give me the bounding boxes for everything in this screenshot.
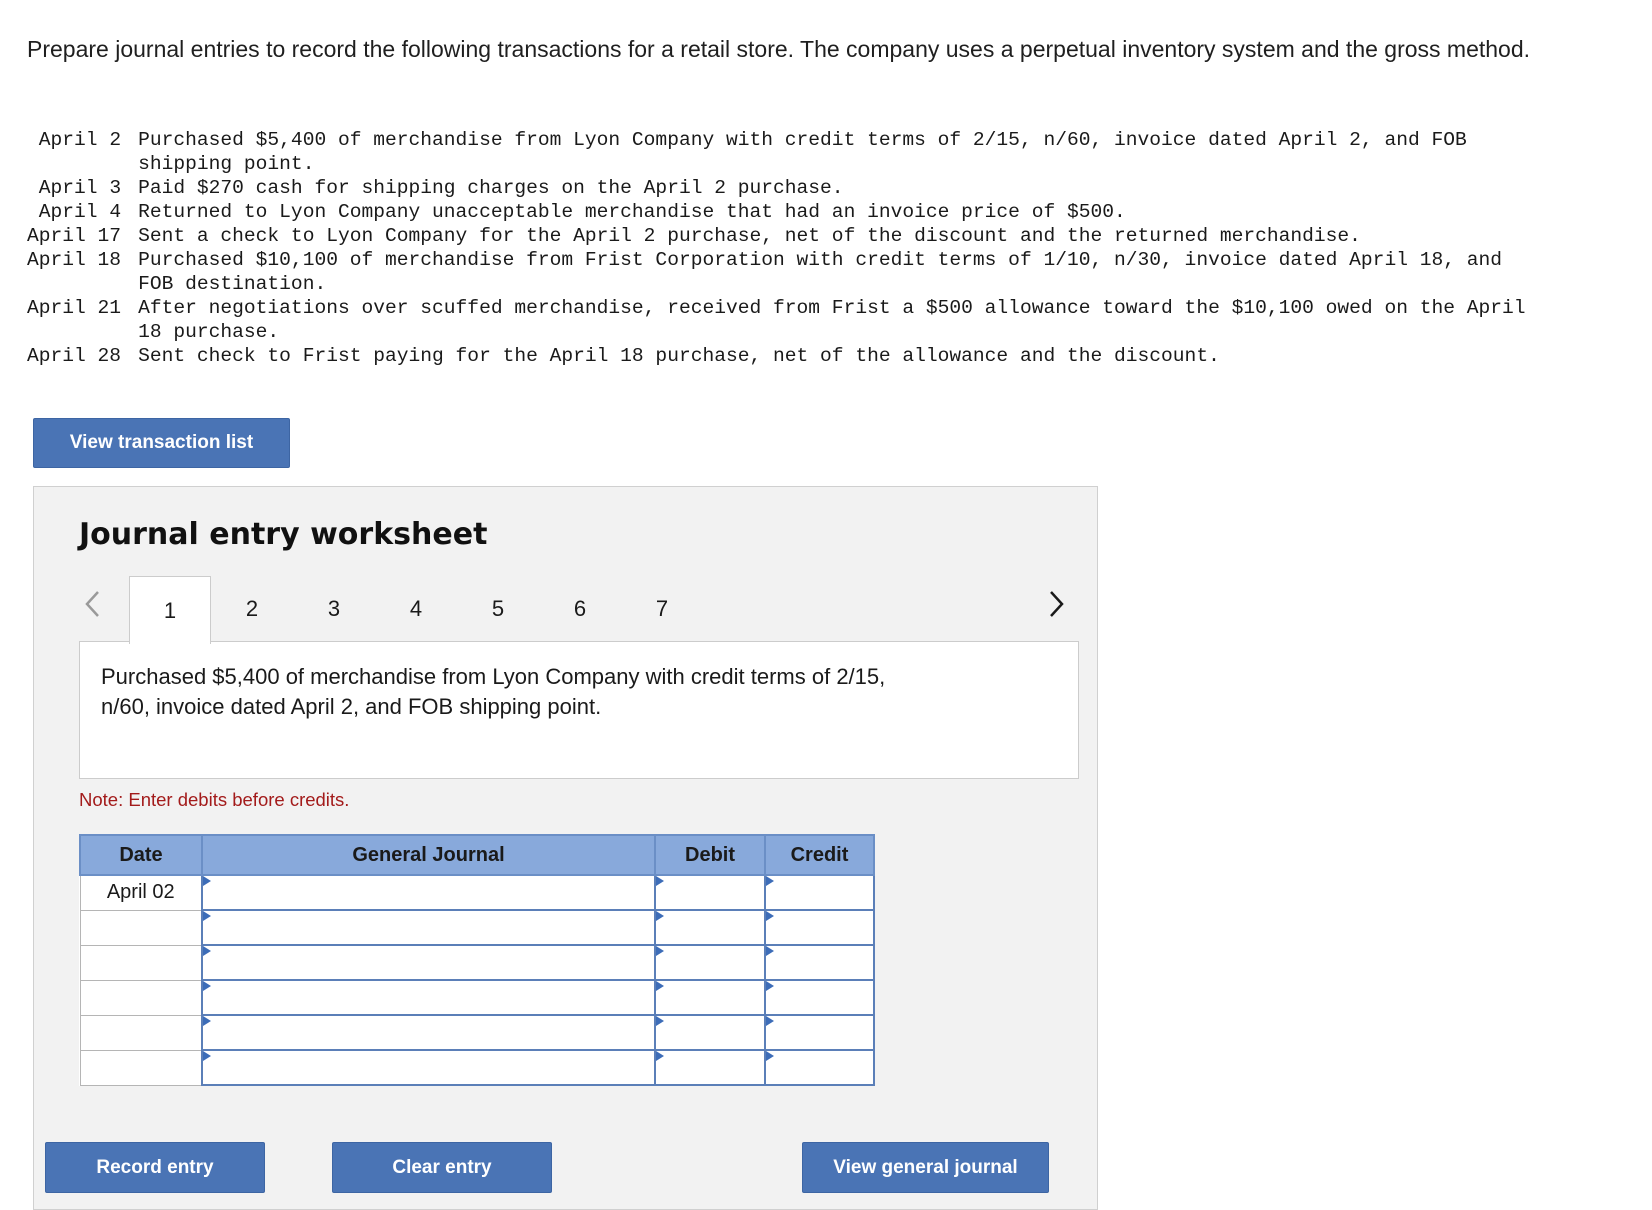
tab-6[interactable]: 6 [573,596,587,621]
transaction-row [27,248,1528,296]
journal-entry-worksheet [33,486,1098,1210]
dropdown-marker-icon [656,911,664,921]
credit-input[interactable] [765,910,874,945]
credit-column-header: Credit [765,835,874,875]
debit-input[interactable] [655,945,765,980]
transaction-date: April 21 [27,297,122,319]
dropdown-marker-icon [766,876,774,886]
transaction-date: April 17 [27,225,122,247]
account-input[interactable] [202,980,655,1015]
date-cell [80,945,202,980]
tab-2[interactable]: 2 [245,596,259,621]
credit-input[interactable] [765,1050,874,1085]
transaction-text: Purchased $5,400 of merchandise from Lyon Company with credit terms of 2/15, n/60, invoice dated April 2, and FOB shipping point. [138,129,1467,175]
tab-3[interactable]: 3 [327,596,341,621]
transaction-date: April 4 [38,201,122,223]
credit-input[interactable] [765,875,874,910]
debit-column-header: Debit [655,835,765,875]
debit-input[interactable] [655,875,765,910]
transaction-date: April 18 [27,249,122,271]
transaction-text: After negotiations over scuffed merchandise, received from Frist a $500 allowance toward the $10,100 owed on the April 18 purchase. [138,297,1526,343]
credit-input[interactable] [765,945,874,980]
dropdown-marker-icon [656,876,664,886]
transaction-date: April 2 [38,129,122,151]
date-cell [80,1050,202,1085]
worksheet-title: Journal entry worksheet [79,517,488,552]
table-row [80,910,874,945]
view-general-journal-button[interactable]: View general journal [802,1142,1049,1193]
table-row [80,1050,874,1085]
date-cell [80,1015,202,1050]
debit-input[interactable] [655,1015,765,1050]
dropdown-marker-icon [656,1051,664,1061]
entry-note: Note: Enter debits before credits. [79,789,350,810]
transaction-row [27,344,1528,368]
dropdown-marker-icon [766,946,774,956]
transaction-description: Purchased $5,400 of merchandise from Lyon Company with credit terms of 2/15, n/60, invoice dated April 2, and FOB shipping point. [101,664,886,719]
chevron-left-icon[interactable] [78,584,108,624]
tab-7[interactable]: 7 [655,596,669,621]
table-row [80,945,874,980]
dropdown-marker-icon [766,1051,774,1061]
transaction-text: Sent a check to Lyon Company for the April 2 purchase, net of the discount and the returned merchandise. [138,225,1361,247]
debit-input[interactable] [655,980,765,1015]
dropdown-marker-icon [656,981,664,991]
dropdown-marker-icon [203,981,211,991]
table-row [80,875,874,910]
dropdown-marker-icon [656,946,664,956]
transaction-row [27,296,1528,344]
transaction-row [27,200,1528,224]
date-cell [80,980,202,1015]
transaction-row [27,176,1528,200]
dropdown-marker-icon [766,981,774,991]
transaction-description-box [79,641,1079,779]
credit-input[interactable] [765,1015,874,1050]
transaction-row [27,128,1528,176]
table-row [80,1015,874,1050]
date-cell [80,910,202,945]
account-input[interactable] [202,875,655,910]
tab-1[interactable]: 1 [129,576,211,644]
account-input[interactable] [202,945,655,980]
credit-input[interactable] [765,980,874,1015]
dropdown-marker-icon [203,946,211,956]
tab-4[interactable]: 4 [409,596,423,621]
date-cell: April 02 [80,875,202,910]
table-row [80,980,874,1015]
account-input[interactable] [202,910,655,945]
general-journal-table [79,834,875,1086]
account-input[interactable] [202,1050,655,1085]
chevron-right-icon[interactable] [1041,584,1071,624]
dropdown-marker-icon [203,911,211,921]
dropdown-marker-icon [203,876,211,886]
transaction-text: Purchased $10,100 of merchandise from Frist Corporation with credit terms of 1/10, n/30, invoice dated April 18, and FOB destination. [138,249,1503,295]
dropdown-marker-icon [203,1016,211,1026]
dropdown-marker-icon [766,1016,774,1026]
debit-input[interactable] [655,1050,765,1085]
transaction-row [27,224,1528,248]
record-entry-button[interactable]: Record entry [45,1142,265,1193]
clear-entry-button[interactable]: Clear entry [332,1142,552,1193]
tab-5[interactable]: 5 [491,596,505,621]
account-input[interactable] [202,1015,655,1050]
general-journal-column-header: General Journal [202,835,655,875]
transaction-text: Sent check to Frist paying for the April 18 purchase, net of the allowance and the discount. [138,345,1220,367]
transaction-text: Returned to Lyon Company unacceptable merchandise that had an invoice price of $500. [138,201,1126,223]
transaction-text: Paid $270 cash for shipping charges on the April 2 purchase. [138,177,844,199]
dropdown-marker-icon [656,1016,664,1026]
dropdown-marker-icon [203,1051,211,1061]
debit-input[interactable] [655,910,765,945]
transaction-list [27,128,1528,368]
transaction-date: April 3 [38,177,122,199]
dropdown-marker-icon [766,911,774,921]
view-transaction-list-button[interactable]: View transaction list [33,418,290,468]
transaction-date: April 28 [27,345,122,367]
instructions-text: Prepare journal entries to record the following transactions for a retail store. The company uses a perpetual inventory system and the gross method. [27,36,1531,62]
date-column-header: Date [80,835,202,875]
